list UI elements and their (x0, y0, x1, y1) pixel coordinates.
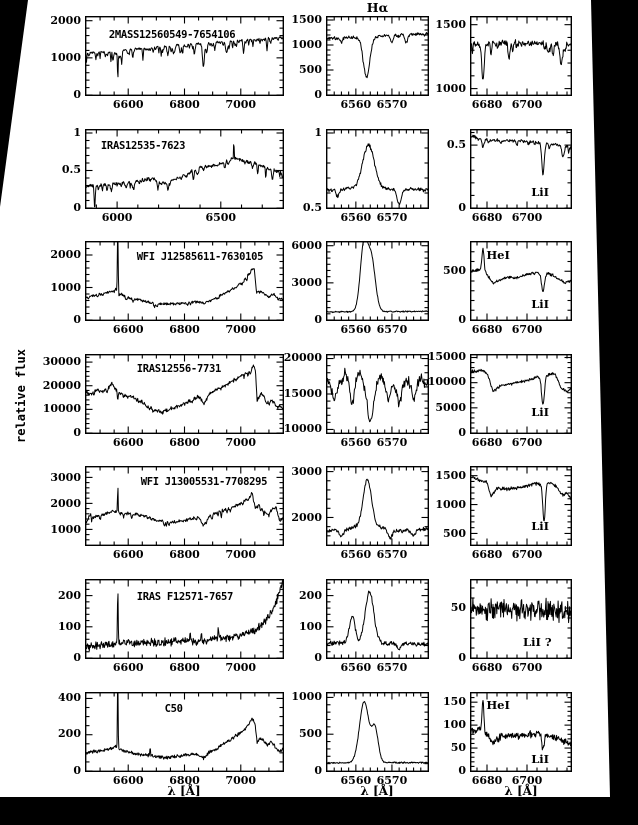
axes-frame (471, 354, 572, 433)
x-tick-label: 6680 (471, 98, 503, 111)
spectrum-panel-r6c2 (299, 579, 429, 674)
y-tick-label: 0.5 (302, 200, 322, 214)
y-tick-label: 500 (299, 63, 322, 76)
x-axis-label-right-column: λ [Å] (504, 784, 538, 798)
spectrum-plot (326, 241, 429, 321)
y-tick-label: 3000 (291, 464, 322, 478)
y-tick-label: 150 (443, 694, 466, 708)
y-tick-label: 500 (299, 726, 322, 740)
x-tick-label: 6560 (340, 773, 372, 787)
y-tick-label: 2000 (50, 496, 81, 510)
y-tick-label: 400 (58, 691, 81, 705)
spectrum-curve (86, 693, 283, 760)
y-axis-label: relative flux (14, 349, 28, 443)
x-tick-label: 6800 (169, 435, 200, 449)
spectrum-panel-r1c1 (50, 13, 284, 111)
x-tick-label: 6600 (112, 548, 144, 562)
x-tick-label: 6560 (340, 548, 372, 562)
x-tick-label: 6680 (471, 548, 503, 562)
y-tick-label: 0 (458, 313, 466, 327)
y-tick-label: 100 (299, 619, 322, 633)
y-tick-label: 2000 (50, 248, 81, 262)
y-tick-label: 5000 (435, 400, 466, 414)
y-tick-label: 200 (58, 727, 81, 741)
axes-frame (327, 242, 429, 321)
spectral-line-annotation: LiI (531, 752, 550, 767)
y-tick-label: 200 (299, 588, 322, 602)
spectral-line-annotation: HeI (486, 697, 510, 712)
x-tick-label: 7000 (225, 435, 257, 449)
y-tick-label: 1000 (435, 497, 466, 511)
spectrum-panel-r7c1 (58, 691, 284, 787)
spectrum-panel-r7c2 (291, 690, 429, 787)
y-tick-label: 50 (450, 601, 466, 614)
object-name-label: 2MASS12560549-7654106 (108, 28, 236, 41)
y-tick-label: 20000 (283, 351, 322, 365)
y-tick-label: 1000 (50, 522, 81, 536)
spectrum-curve (471, 135, 571, 175)
spectrum-curve (471, 369, 571, 404)
x-tick-label: 6800 (169, 548, 200, 562)
x-tick-label: 6800 (169, 661, 200, 674)
y-tick-label: 100 (443, 717, 466, 731)
x-tick-label: 6500 (205, 210, 237, 224)
spectrum-curve (86, 489, 283, 527)
spectrum-panel-r7c3 (443, 692, 572, 787)
y-tick-label: 10000 (427, 375, 466, 389)
y-tick-label: 0 (73, 425, 81, 439)
y-tick-label: 100 (58, 619, 81, 633)
y-tick-label: 0 (73, 651, 81, 664)
y-tick-label: 1500 (291, 13, 322, 26)
spectrum-panel-r1c2 (291, 13, 429, 111)
y-tick-label: 2000 (50, 13, 81, 27)
x-tick-label: 6600 (112, 773, 144, 787)
x-tick-label: 6680 (471, 323, 503, 337)
y-tick-label: 0 (314, 88, 322, 101)
y-tick-label: 1000 (50, 280, 81, 294)
spectrum-curve (327, 242, 428, 313)
spectrum-panel-r2c3 (446, 129, 572, 224)
y-tick-label: 0.5 (61, 163, 81, 177)
x-tick-label: 6700 (511, 210, 543, 224)
spectrum-curve (327, 480, 428, 540)
x-tick-label: 6600 (112, 323, 144, 337)
y-tick-label: 0 (314, 651, 322, 664)
x-tick-label: 6600 (112, 435, 144, 449)
x-axis-label-left-column: λ [Å] (167, 784, 201, 798)
y-tick-label: 500 (443, 526, 466, 540)
y-tick-label: 0 (458, 200, 466, 214)
y-tick-label: 0.5 (446, 137, 466, 151)
y-tick-label: 1500 (435, 469, 466, 483)
spectrum-panel-r2c1 (61, 125, 284, 224)
spectrum-plot (326, 16, 429, 96)
spectrum-curve (327, 591, 428, 650)
spectrum-curve (327, 33, 428, 78)
x-tick-label: 6680 (471, 210, 503, 224)
spectral-line-annotation: LiI (531, 184, 550, 199)
y-tick-label: 1000 (291, 690, 322, 704)
spectrum-curve (471, 477, 571, 521)
y-tick-label: 1000 (50, 50, 81, 64)
x-tick-label: 6560 (340, 435, 372, 449)
y-tick-label: 3000 (291, 276, 322, 290)
y-tick-label: 30000 (42, 354, 81, 368)
object-name-label: WFI J12585611-7630105 (136, 250, 264, 263)
spectrum-curve (327, 701, 428, 763)
spectrum-curve (471, 598, 571, 623)
y-tick-label: 10000 (283, 422, 322, 436)
x-tick-label: 6570 (376, 773, 408, 787)
x-tick-label: 6700 (511, 548, 543, 562)
y-tick-label: 0 (458, 425, 466, 439)
x-tick-label: 7000 (225, 548, 257, 562)
axes-frame (327, 467, 429, 546)
axes-frame (327, 692, 429, 771)
axes-frame (86, 692, 284, 771)
spectrum-panel-r2c2 (302, 125, 429, 224)
x-tick-label: 6800 (169, 773, 200, 787)
axes-frame (327, 129, 429, 208)
axes-frame (471, 129, 572, 208)
spectrum-curve (327, 143, 428, 204)
x-tick-label: 6600 (112, 661, 144, 674)
axes-frame (327, 17, 429, 96)
x-tick-label: 6680 (471, 773, 503, 787)
x-tick-label: 6600 (112, 98, 144, 111)
y-tick-label: 3000 (50, 470, 81, 484)
spectrum-plot (326, 579, 429, 659)
axes-frame (327, 354, 429, 433)
spectrum-curve (327, 368, 428, 422)
y-tick-label: 1 (73, 125, 81, 139)
x-tick-label: 6560 (340, 210, 372, 224)
halpha-column-title: Hα (366, 0, 389, 15)
x-tick-label: 7000 (225, 323, 257, 337)
spectrum-panel-r4c1 (42, 354, 284, 449)
x-tick-label: 6570 (376, 661, 408, 674)
x-tick-label: 6800 (169, 98, 200, 111)
x-tick-label: 6680 (471, 661, 503, 674)
spectrum-plot (85, 692, 284, 772)
y-tick-label: 500 (443, 264, 466, 278)
spectrum-plot (326, 129, 429, 209)
x-axis-label-middle-column: λ [Å] (360, 784, 394, 798)
x-tick-label: 6560 (340, 323, 372, 337)
spectrum-panel-r4c2 (283, 351, 429, 449)
y-tick-label: 6000 (291, 238, 322, 252)
spectrum-plot (470, 354, 572, 434)
spectrum-curve (471, 40, 571, 79)
spectral-line-annotation: LiI (531, 297, 550, 312)
axes-frame (471, 17, 572, 96)
spectrum-panel-r3c3 (443, 241, 572, 337)
y-tick-label: 15000 (283, 386, 322, 400)
x-tick-label: 6000 (101, 210, 133, 224)
y-tick-label: 0 (458, 763, 466, 777)
spectral-line-annotation: LiI (531, 404, 550, 419)
object-name-label: WFI J13005531-7708295 (140, 475, 268, 488)
spectrum-panel-r6c1 (58, 579, 284, 674)
object-name-label: IRAS12556-7731 (136, 363, 222, 376)
y-tick-label: 0 (314, 313, 322, 327)
x-tick-label: 6570 (376, 210, 408, 224)
spectrum-plot (326, 692, 429, 772)
x-tick-label: 6700 (511, 661, 543, 674)
x-tick-label: 6700 (511, 773, 543, 787)
spectrum-panel-r3c2 (291, 238, 429, 337)
x-tick-label: 6700 (511, 435, 543, 449)
x-tick-label: 6800 (169, 323, 200, 337)
y-tick-label: 0 (73, 313, 81, 327)
x-tick-label: 7000 (225, 98, 257, 111)
spectrum-plot (470, 579, 572, 659)
x-tick-label: 6570 (376, 323, 408, 337)
object-name-label: IRAS12535-7623 (100, 140, 186, 153)
y-tick-label: 0 (73, 763, 81, 777)
x-tick-label: 6700 (511, 323, 543, 337)
y-tick-label: 200 (58, 588, 81, 602)
x-tick-label: 6570 (376, 435, 408, 449)
spectrum-plot (470, 16, 572, 96)
spectrum-panel-r3c1 (50, 241, 284, 337)
spectrum-plot (470, 692, 572, 772)
spectrum-panel-r6c3 (450, 579, 572, 674)
y-tick-label: 0 (458, 651, 466, 664)
y-tick-label: 1500 (435, 17, 466, 31)
spectrum-plot (326, 354, 429, 434)
y-tick-label: 20000 (42, 378, 81, 392)
spectrum-panel-r4c3 (427, 350, 572, 449)
spectrum-plot (326, 466, 429, 546)
x-tick-label: 7000 (225, 773, 257, 787)
x-tick-label: 6560 (340, 661, 372, 674)
y-tick-label: 1 (314, 125, 322, 139)
spectrum-curve (86, 37, 283, 77)
spectrum-curve (86, 144, 283, 206)
y-tick-label: 0 (73, 200, 81, 214)
spectrum-panel-r5c2 (291, 464, 429, 562)
y-tick-label: 50 (450, 740, 466, 754)
y-tick-label: 2000 (291, 510, 322, 524)
y-tick-label: 10000 (42, 402, 81, 416)
y-tick-label: 0 (314, 763, 322, 777)
spectrum-plot (470, 129, 572, 209)
spectrum-panel-r1c3 (435, 16, 572, 111)
axes-frame (327, 580, 429, 659)
x-tick-label: 6570 (376, 98, 408, 111)
object-name-label: IRAS F12571-7657 (136, 590, 234, 603)
y-tick-label: 1000 (291, 38, 322, 51)
axes-frame (471, 467, 572, 546)
spectral-line-annotation: LiI ? (523, 635, 552, 649)
spectral-line-annotation: HeI (486, 247, 510, 262)
y-tick-label: 1000 (435, 81, 466, 95)
object-name-label: C50 (164, 703, 183, 716)
x-tick-label: 6560 (340, 98, 372, 111)
x-tick-label: 6680 (471, 435, 503, 449)
spectrum-plot (470, 241, 572, 321)
x-tick-label: 6570 (376, 548, 408, 562)
spectrum-panel-r5c3 (435, 466, 572, 562)
x-tick-label: 6700 (511, 98, 543, 111)
y-tick-label: 0 (73, 88, 81, 101)
x-tick-label: 7000 (225, 661, 257, 674)
y-tick-label: 15000 (427, 350, 466, 364)
spectral-line-annotation: LiI (531, 519, 550, 534)
spectrum-plot (470, 466, 572, 546)
spectrum-panel-r5c1 (50, 466, 284, 562)
